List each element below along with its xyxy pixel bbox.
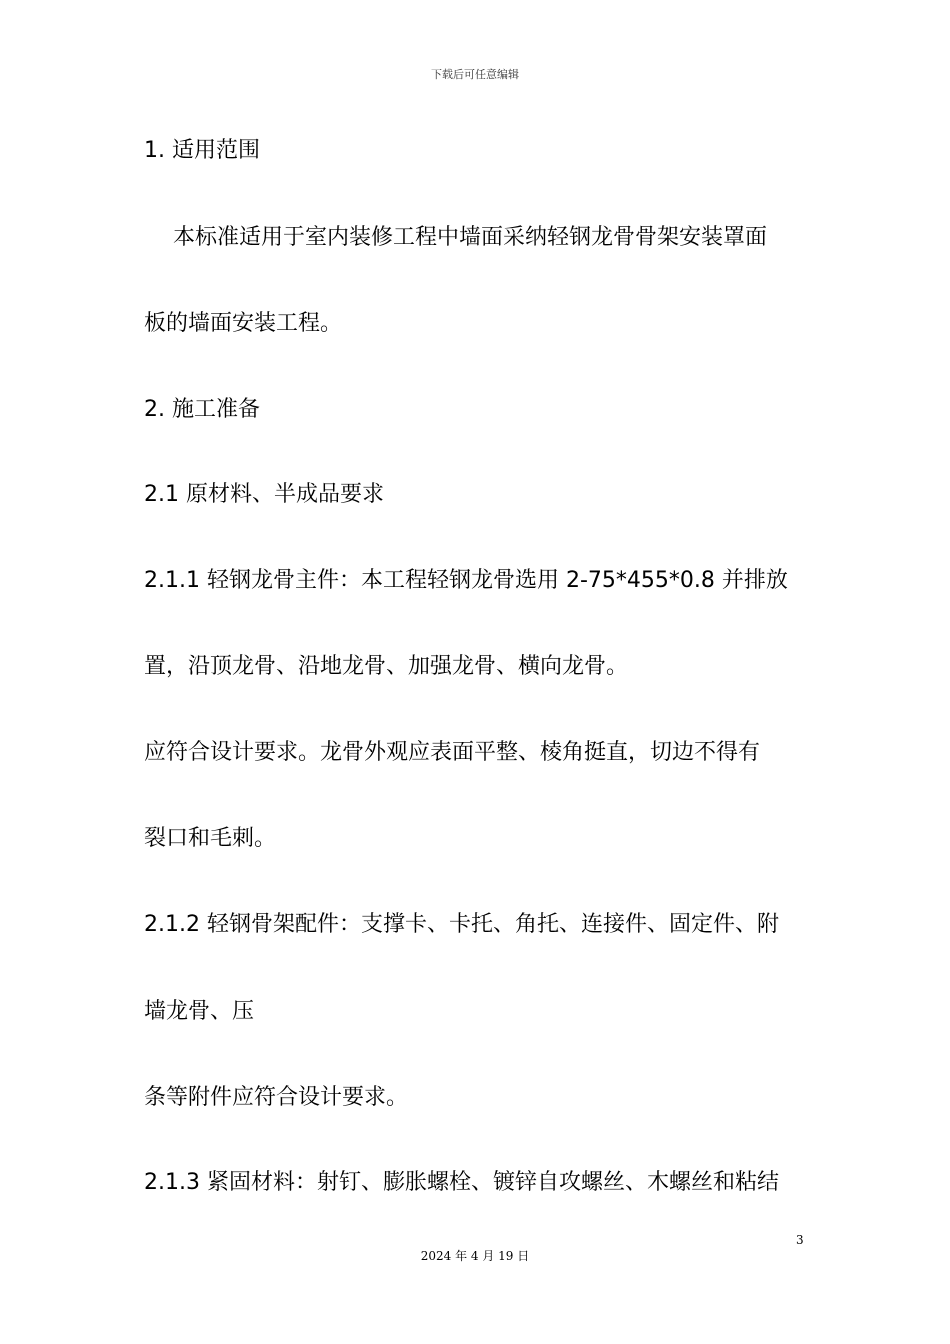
body-line: 板的墙面安装工程。 xyxy=(144,311,343,336)
body-line: 墙龙骨、压 xyxy=(144,999,255,1024)
page-number: 3 xyxy=(796,1233,804,1247)
body-line: 2.1.3 紧固材料：射钉、膨胀螺栓、镀锌自攻螺丝、木螺丝和粘结 xyxy=(144,1170,779,1195)
subsection-heading: 2.1 原材料、半成品要求 xyxy=(144,482,384,507)
body-line: 置，沿顶龙骨、沿地龙骨、加强龙骨、横向龙骨。 xyxy=(144,654,629,679)
body-line: 条等附件应符合设计要求。 xyxy=(144,1085,409,1110)
body-line: 本标准适用于室内装修工程中墙面采纳轻钢龙骨骨架安装罩面 xyxy=(173,225,768,250)
page-header: 下载后可任意编辑 xyxy=(431,68,519,81)
footer-date: 2024 年 4 月 19 日 xyxy=(420,1249,530,1263)
body-line: 2.1.2 轻钢骨架配件：支撑卡、卡托、角托、连接件、固定件、附 xyxy=(144,912,779,937)
body-line: 裂口和毛刺。 xyxy=(144,826,277,851)
section-heading-1: 1. 适用范围 xyxy=(144,138,260,163)
body-line: 2.1.1 轻钢龙骨主件：本工程轻钢龙骨选用 2-75*455*0.8 并排放 xyxy=(144,568,788,593)
body-line: 应符合设计要求。龙骨外观应表面平整、棱角挺直，切边不得有 xyxy=(144,740,761,765)
section-heading-2: 2. 施工准备 xyxy=(144,397,260,422)
